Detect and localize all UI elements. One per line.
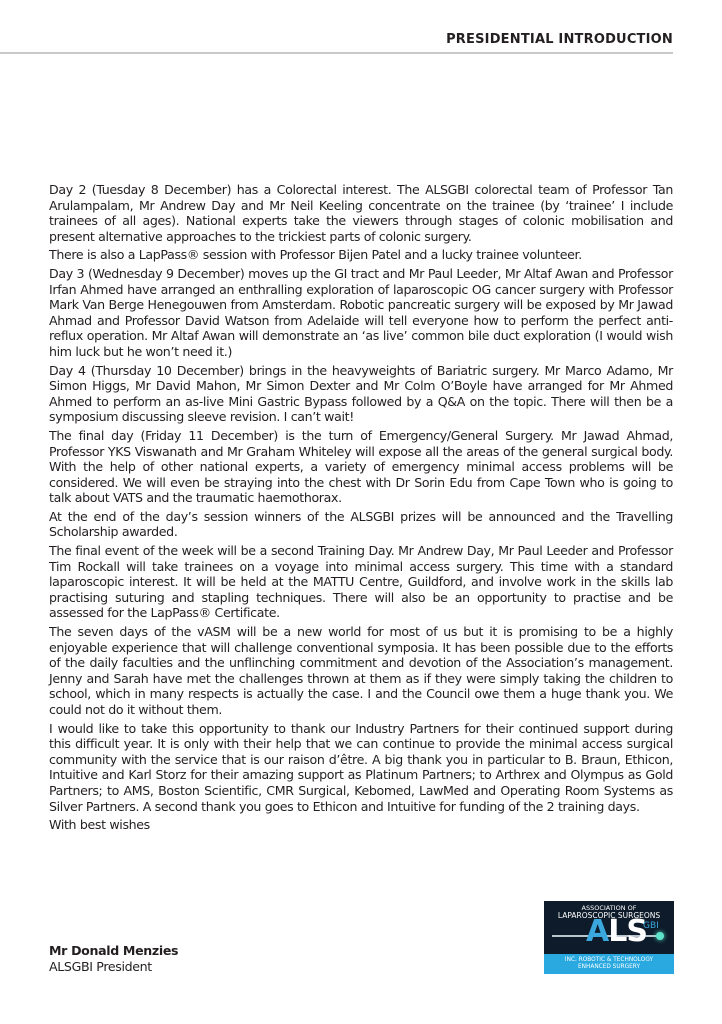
section-title: PRESIDENTIAL INTRODUCTION xyxy=(446,32,673,47)
logo-gbi-text: GBI xyxy=(643,921,659,931)
signature-block xyxy=(49,943,178,975)
paragraph-industry-partners: I would like to take this opportunity to thank our Industry Partners for their continued support during this difficult year. It is only with their help that we can continue to provide the minimal access surgical community with the service that is our raison d’être. A big thank you in particular to B. Braun, Ethicon, Intuitive and Karl Storz for their amazing support as Platinum Partners; to Arthrex and Olympus as Gold Partners; to AMS, Boston Scientific, CMR Surgical, Kebomed, LawMed and Operating Room Systems as Silver Partners. A second thank you goes to Ethicon and Intuitive for funding of the 2 training days. xyxy=(49,720,673,814)
signatory-name: Mr Donald Menzies xyxy=(49,943,179,958)
signatory-title: ALSGBI President xyxy=(49,959,152,974)
paragraph-day-3: Day 3 (Wednesday 9 December) moves up the GI tract and Mr Paul Leeder, Mr Altaf Awan and Professor Irfan Ahmed have arranged an enthralling exploration of laparoscopic OG cancer surgery with Professor Mark Van Berge Henegouwen from Amsterdam. Robotic pancreatic surgery will be exposed by Mr Jawad Ahmad and Professor David Watson from Adelaide will tell everyone how to perform the perfect anti-reflux operation. Mr Altaf Awan will demonstrate an ‘as live’ common bile duct exploration (I would wish him luck but he won’t need it.) xyxy=(49,265,673,359)
paragraph-lappass: There is also a LapPass® session with Professor Bijen Patel and a lucky trainee volunteer. xyxy=(49,247,582,263)
paragraph-day-4: Day 4 (Thursday 10 December) brings in the heavyweights of Bariatric surgery. Mr Marco Adamo, Mr Simon Higgs, Mr David Mahon, Mr Simon Dexter and Mr Colm O’Boyle have arranged for Mr Ahmed Ahmed to perform an as-live Mini Gastric Bypass followed by a Q&A on the topic. There will then be a symposium discussing sleeve revision. I can’t wait! xyxy=(49,362,673,425)
paragraph-vasm: The seven days of the vASM will be a new world for most of us but it is promising to be a highly enjoyable experience that will challenge conventional symposia. It has been possible due to the efforts of the daily faculties and the unflinching commitment and devotion of the Association’s management. Jenny and Sarah have met the challenges thrown at them as if they were simply taking the children to school, which in many respects is actually the case. I and the Council owe them a huge thank you. We could not do it without them. xyxy=(49,624,673,717)
paragraph-final-day: The final day (Friday 11 December) is the turn of Emergency/General Surgery. Mr Jawad Ahmad, Professor YKS Viswanath and Mr Graham Whiteley will expose all the areas of the general surgical body. With the help of other national experts, a variety of emergency minimal access problems will be considered. We will even be straying into the chest with Dr Sorin Edu from Cape Town who is going to talk about VATS and the traumatic haemothorax. xyxy=(49,427,673,506)
paragraph-prizes: At the end of the day’s session winners of the ALSGBI prizes will be announced and the Travelling Scholarship awarded. xyxy=(49,508,673,540)
paragraph-day-2: Day 2 (Tuesday 8 December) has a Colorectal interest. The ALSGBI colorectal team of Professor Tan Arulampalam, Mr Andrew Day and Mr Neil Keeling concentrate on the trainee (by ‘trainee’ I include trainees of all ages). National experts take the viewers through stages of colonic mobilisation and present alternative approaches to the trickiest parts of colonic surgery. xyxy=(49,182,673,244)
page-header xyxy=(0,30,673,54)
logo-tagline-2: ENHANCED SURGERY xyxy=(578,964,640,970)
sign-off: With best wishes xyxy=(49,817,150,833)
paragraph-training-day: The final event of the week will be a second Training Day. Mr Andrew Day, Mr Paul Leeder and Professor Tim Rockall will take trainees on a voyage into minimal access surgery. This time with a standard laparoscopic interest. It will be held at the MATTU Centre, Guildford, and involve work in the skills lab practising suturing and stapling techniques. There will also be an opportunity to practise and be assessed for the LapPass® Certificate. xyxy=(49,543,673,621)
logo-tagline xyxy=(544,954,674,974)
logo-als-text: ALS xyxy=(586,914,647,949)
logo-line-1: ASSOCIATION OF xyxy=(581,904,637,912)
alsgbi-logo xyxy=(544,901,674,974)
logo-line-2: LAPAROSCOPIC SURGEONS xyxy=(557,911,661,920)
laparoscope-light-icon xyxy=(656,932,664,940)
article-body xyxy=(49,182,673,836)
logo-tagline-1: INC. ROBOTIC & TECHNOLOGY xyxy=(564,957,654,963)
